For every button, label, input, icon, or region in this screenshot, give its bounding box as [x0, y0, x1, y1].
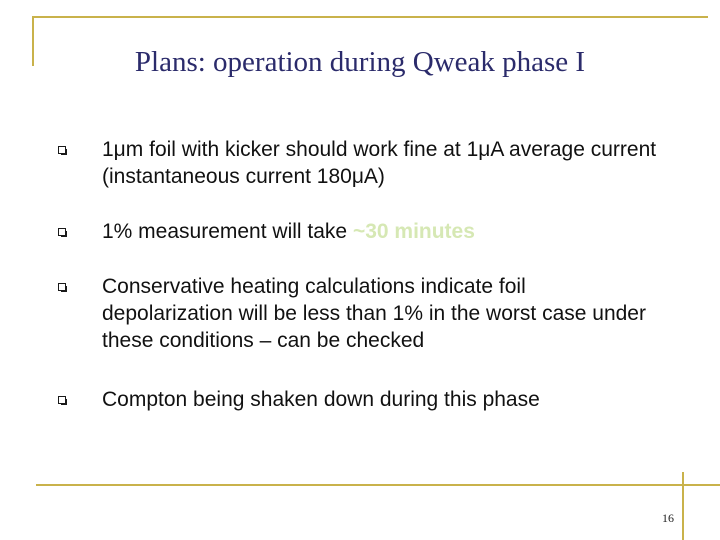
checkbox-bullet-icon: [58, 283, 66, 291]
checkbox-bullet-icon: [58, 396, 66, 404]
checkbox-bullet-icon: [58, 228, 66, 236]
top-rule: [32, 16, 708, 18]
highlight-text: ~30 minutes: [352, 220, 475, 243]
checkbox-bullet-icon: [58, 146, 66, 154]
bullet-text: [102, 218, 662, 245]
page-number: 16: [662, 511, 674, 525]
bullet-text-lead: 1% measurement will take: [102, 220, 353, 243]
bottom-rule: [36, 484, 720, 486]
bullet-text: Conservative heating calculations indicate foil depolarization will be less than 1% in the worst case under these conditions – can be checked: [102, 275, 646, 352]
slide-title: Plans: operation during Qweak phase I: [134, 46, 586, 78]
bullet-text: 1μm foil with kicker should work fine at 1μA average current (instantaneous current 180μA): [102, 138, 657, 188]
bullet-text: Compton being shaken down during this phase: [102, 388, 540, 411]
right-rule: [682, 472, 684, 540]
